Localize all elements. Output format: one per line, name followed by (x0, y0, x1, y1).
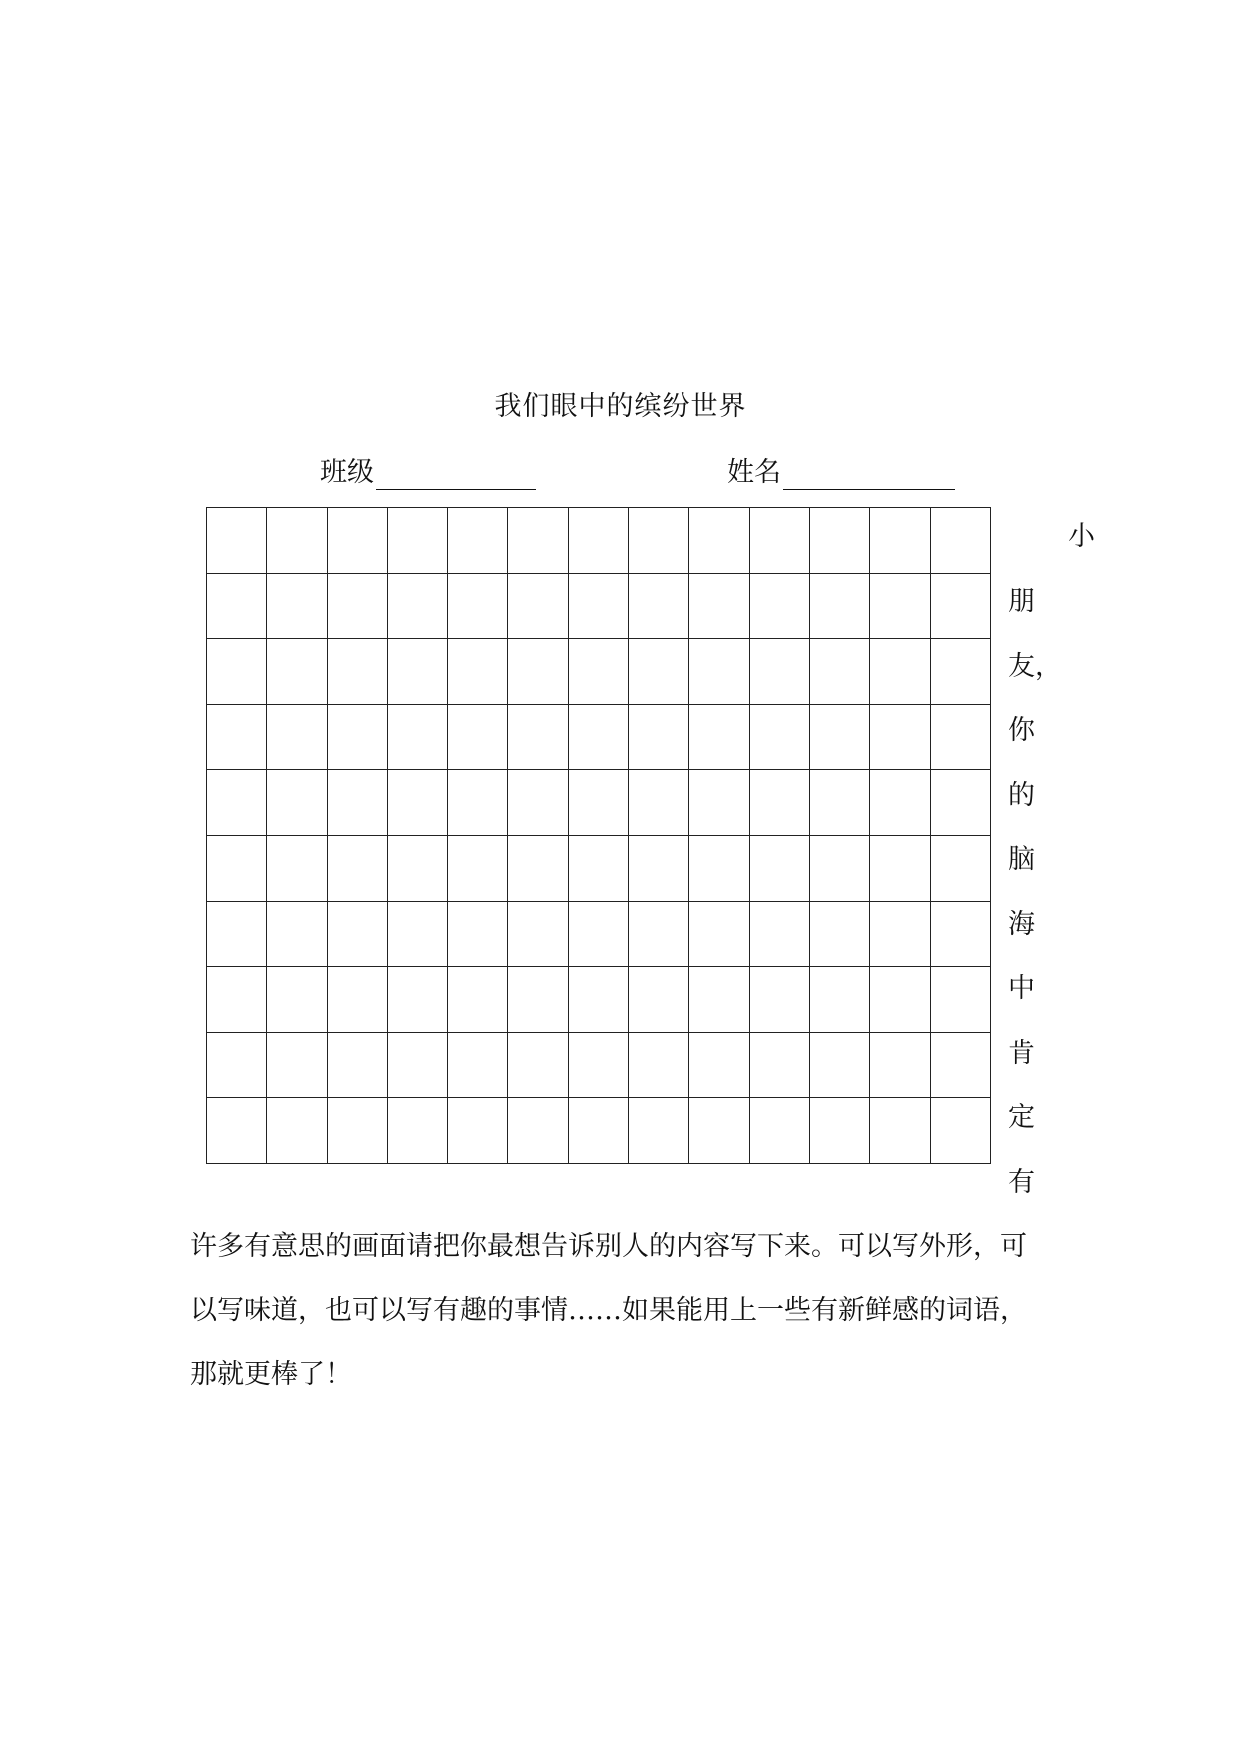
side-char: 的 (1008, 780, 1035, 811)
grid-cell[interactable] (568, 967, 628, 1033)
grid-cell[interactable] (207, 639, 267, 705)
side-char: 海 (1008, 909, 1035, 940)
grid-cell[interactable] (870, 770, 930, 836)
grid-cell[interactable] (448, 1032, 508, 1098)
grid-cell[interactable] (870, 573, 930, 639)
name-blank-line[interactable] (783, 461, 955, 490)
grid-cell[interactable] (448, 508, 508, 574)
grid-cell[interactable] (267, 704, 327, 770)
grid-cell[interactable] (327, 639, 387, 705)
grid-cell[interactable] (689, 901, 749, 967)
grid-cell[interactable] (930, 901, 990, 967)
grid-cell[interactable] (689, 573, 749, 639)
grid-cell[interactable] (207, 573, 267, 639)
grid-cell[interactable] (508, 1098, 568, 1164)
grid-cell[interactable] (629, 1098, 689, 1164)
grid-cell[interactable] (387, 901, 447, 967)
grid-cell[interactable] (508, 835, 568, 901)
grid-cell[interactable] (749, 508, 809, 574)
grid-cell[interactable] (387, 508, 447, 574)
name-label: 姓名 (727, 457, 781, 488)
grid-row (207, 835, 991, 901)
grid-cell[interactable] (629, 1032, 689, 1098)
grid-cell[interactable] (267, 1032, 327, 1098)
grid-cell[interactable] (689, 639, 749, 705)
grid-cell[interactable] (870, 835, 930, 901)
grid-cell[interactable] (327, 508, 387, 574)
grid-cell[interactable] (629, 901, 689, 967)
grid-cell[interactable] (448, 1098, 508, 1164)
grid-cell[interactable] (809, 1098, 869, 1164)
grid-cell[interactable] (809, 835, 869, 901)
grid-cell[interactable] (870, 704, 930, 770)
grid-cell[interactable] (448, 901, 508, 967)
grid-cell[interactable] (448, 770, 508, 836)
grid-cell[interactable] (870, 967, 930, 1033)
side-char: 定 (1008, 1102, 1035, 1133)
grid-cell[interactable] (207, 1032, 267, 1098)
grid-cell[interactable] (689, 770, 749, 836)
grid-cell[interactable] (508, 508, 568, 574)
side-char: 友， (1008, 651, 1062, 682)
grid-cell[interactable] (809, 967, 869, 1033)
grid-cell[interactable] (387, 835, 447, 901)
grid-cell[interactable] (930, 639, 990, 705)
grid-cell[interactable] (207, 901, 267, 967)
grid-row (207, 639, 991, 705)
side-char: 有 (1008, 1167, 1035, 1198)
grid-cell[interactable] (809, 639, 869, 705)
grid-cell[interactable] (327, 1098, 387, 1164)
grid-cell[interactable] (267, 967, 327, 1033)
grid-cell[interactable] (930, 835, 990, 901)
class-blank-line[interactable] (376, 461, 536, 490)
grid-cell[interactable] (267, 1098, 327, 1164)
grid-cell[interactable] (749, 1032, 809, 1098)
grid-cell[interactable] (568, 901, 628, 967)
grid-cell[interactable] (809, 1032, 869, 1098)
paragraph-line: 那就更棒了！ (190, 1359, 352, 1390)
grid-cell[interactable] (870, 901, 930, 967)
grid-cell[interactable] (207, 704, 267, 770)
grid-cell[interactable] (448, 704, 508, 770)
grid-cell[interactable] (870, 1098, 930, 1164)
grid-cell[interactable] (568, 770, 628, 836)
grid-cell[interactable] (448, 835, 508, 901)
grid-cell[interactable] (629, 704, 689, 770)
grid-cell[interactable] (207, 1098, 267, 1164)
side-char: 中 (1008, 973, 1035, 1004)
side-char: 小 (1068, 521, 1095, 552)
grid-row (207, 573, 991, 639)
grid-cell[interactable] (267, 901, 327, 967)
grid-cell[interactable] (508, 770, 568, 836)
grid-cell[interactable] (508, 901, 568, 967)
grid-cell[interactable] (207, 770, 267, 836)
grid-cell[interactable] (629, 573, 689, 639)
class-field (320, 456, 536, 490)
grid-cell[interactable] (749, 704, 809, 770)
grid-cell[interactable] (930, 770, 990, 836)
grid-cell[interactable] (267, 573, 327, 639)
grid-cell[interactable] (629, 835, 689, 901)
grid-cell[interactable] (327, 1032, 387, 1098)
grid-cell[interactable] (508, 967, 568, 1033)
side-char: 肯 (1008, 1038, 1035, 1069)
grid-cell[interactable] (749, 1098, 809, 1164)
grid-cell[interactable] (448, 967, 508, 1033)
grid-cell[interactable] (267, 508, 327, 574)
grid-cell[interactable] (267, 639, 327, 705)
class-label: 班级 (320, 457, 374, 488)
worksheet-title: 我们眼中的缤纷世界 (494, 391, 747, 422)
grid-cell[interactable] (629, 967, 689, 1033)
grid-cell[interactable] (327, 901, 387, 967)
grid-cell[interactable] (930, 1098, 990, 1164)
grid-cell[interactable] (207, 967, 267, 1033)
grid-cell[interactable] (387, 770, 447, 836)
grid-cell[interactable] (749, 901, 809, 967)
grid-cell[interactable] (870, 508, 930, 574)
grid-row (207, 770, 991, 836)
grid-cell[interactable] (689, 835, 749, 901)
grid-cell[interactable] (327, 573, 387, 639)
grid-cell[interactable] (448, 639, 508, 705)
grid-row (207, 1032, 991, 1098)
grid-cell[interactable] (508, 704, 568, 770)
grid-cell[interactable] (689, 508, 749, 574)
side-char: 朋 (1008, 586, 1035, 617)
grid-cell[interactable] (508, 573, 568, 639)
grid-cell[interactable] (327, 835, 387, 901)
grid-cell[interactable] (809, 573, 869, 639)
grid-cell[interactable] (207, 508, 267, 574)
grid-cell[interactable] (327, 704, 387, 770)
grid-cell[interactable] (568, 1032, 628, 1098)
grid-cell[interactable] (809, 901, 869, 967)
grid-cell[interactable] (327, 770, 387, 836)
grid-cell[interactable] (809, 704, 869, 770)
grid-cell[interactable] (568, 835, 628, 901)
grid-cell[interactable] (629, 639, 689, 705)
grid-cell[interactable] (508, 1032, 568, 1098)
grid-cell[interactable] (568, 508, 628, 574)
writing-grid (206, 507, 991, 1164)
grid-cell[interactable] (930, 508, 990, 574)
side-char: 脑 (1008, 844, 1035, 875)
grid-cell[interactable] (749, 573, 809, 639)
grid-cell[interactable] (207, 835, 267, 901)
grid-cell[interactable] (267, 770, 327, 836)
grid-cell[interactable] (387, 1032, 447, 1098)
grid-cell[interactable] (930, 1032, 990, 1098)
grid-cell[interactable] (568, 704, 628, 770)
grid-cell[interactable] (568, 573, 628, 639)
paragraph-line: 以写味道，也可以写有趣的事情……如果能用上一些有新鲜感的词语， (190, 1295, 1027, 1326)
grid-cell[interactable] (689, 1032, 749, 1098)
grid-cell[interactable] (930, 704, 990, 770)
grid-cell[interactable] (930, 573, 990, 639)
grid-cell[interactable] (689, 1098, 749, 1164)
grid-row (207, 901, 991, 967)
name-field (727, 456, 955, 490)
grid-row (207, 1098, 991, 1164)
grid-cell[interactable] (387, 573, 447, 639)
grid-cell[interactable] (448, 573, 508, 639)
grid-cell[interactable] (387, 704, 447, 770)
grid-row (207, 508, 991, 574)
grid-cell[interactable] (689, 967, 749, 1033)
grid-cell[interactable] (629, 508, 689, 574)
grid-cell[interactable] (809, 508, 869, 574)
grid-cell[interactable] (689, 704, 749, 770)
grid-cell[interactable] (809, 770, 869, 836)
side-char: 你 (1008, 715, 1035, 746)
grid-cell[interactable] (387, 1098, 447, 1164)
grid-cell[interactable] (930, 967, 990, 1033)
grid-row (207, 967, 991, 1033)
grid-cell[interactable] (568, 639, 628, 705)
grid-cell[interactable] (568, 1098, 628, 1164)
grid-cell[interactable] (387, 639, 447, 705)
grid-cell[interactable] (749, 835, 809, 901)
paragraph-line: 许多有意思的画面请把你最想告诉别人的内容写下来。可以写外形，可 (190, 1231, 1027, 1262)
grid-cell[interactable] (749, 770, 809, 836)
grid-cell[interactable] (749, 639, 809, 705)
grid-cell[interactable] (508, 639, 568, 705)
grid-cell[interactable] (327, 967, 387, 1033)
grid-cell[interactable] (267, 835, 327, 901)
grid-row (207, 704, 991, 770)
grid-cell[interactable] (629, 770, 689, 836)
grid-cell[interactable] (387, 967, 447, 1033)
grid-cell[interactable] (749, 967, 809, 1033)
grid-cell[interactable] (870, 639, 930, 705)
grid-cell[interactable] (870, 1032, 930, 1098)
